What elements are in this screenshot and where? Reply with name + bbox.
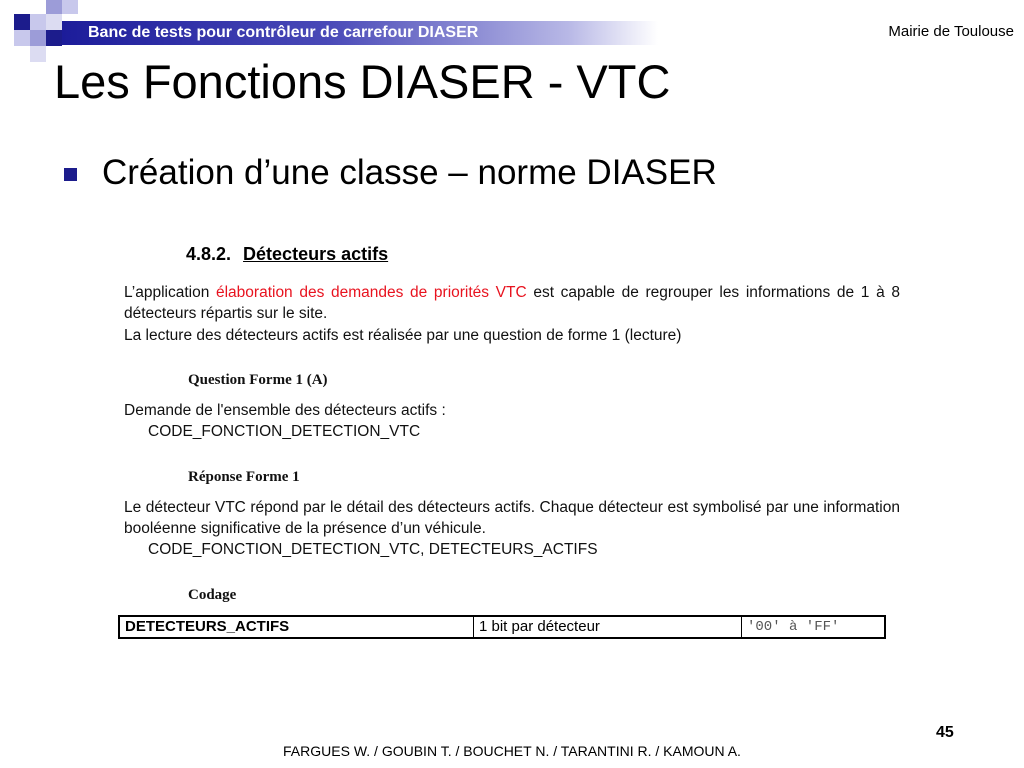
footer-authors: FARGUES W. / GOUBIN T. / BOUCHET N. / TARANTINI R. / KAMOUN A. [283,743,741,759]
intro-prefix: L’application [124,284,210,301]
header-title: Banc de tests pour contrôleur de carrefour DIASER [88,24,479,41]
section-heading [186,242,388,266]
intro-suffix: est capable de regrouper les informations de 1 à 8 détecteurs répartis sur le site. [124,284,900,322]
decor-square [30,30,46,46]
question-paragraph [124,400,900,442]
question-heading: Question Forme 1 (A) [188,372,328,388]
response-heading: Réponse Forme 1 [188,469,300,485]
coding-table [118,615,886,639]
decor-square [30,14,46,30]
slide-title: Les Fonctions DIASER - VTC [54,55,671,108]
section-number: 4.8.2. [186,244,232,264]
table-cell-range: '00' à 'FF' [747,619,840,635]
decor-square [14,30,30,46]
question-text: Demande de l'ensemble des détecteurs actifs : [124,402,446,419]
decor-square [46,0,62,14]
decor-square [62,0,78,14]
page-number: 45 [936,724,954,741]
response-code: CODE_FONCTION_DETECTION_VTC, DETECTEURS_ACTIFS [148,541,598,558]
intro-line-2: La lecture des détecteurs actifs est réalisée par une question de forme 1 (lecture) [124,327,682,344]
bullet-square-icon [64,168,77,181]
response-paragraph [124,497,900,560]
decor-square [30,46,46,62]
question-code: CODE_FONCTION_DETECTION_VTC [148,423,421,440]
organization-label: Mairie de Toulouse [888,23,1014,40]
decor-square [46,30,62,46]
intro-highlight: élaboration des demandes de priorités VTC [215,284,527,301]
decor-square [46,14,62,30]
intro-paragraph [124,282,900,324]
table-cell-name: DETECTEURS_ACTIFS [120,617,474,637]
table-cell-description: 1 bit par détecteur [474,617,742,637]
section-title: Détecteurs actifs [243,244,389,264]
bullet-text: Création d’une classe – norme DIASER [102,153,717,192]
coding-heading: Codage [188,587,237,603]
decor-square [14,14,30,30]
response-text: Le détecteur VTC répond par le détail des détecteurs actifs. Chaque détecteur est symbolisé par une information booléenne significative de la présence d’un véhicule. [124,499,900,537]
